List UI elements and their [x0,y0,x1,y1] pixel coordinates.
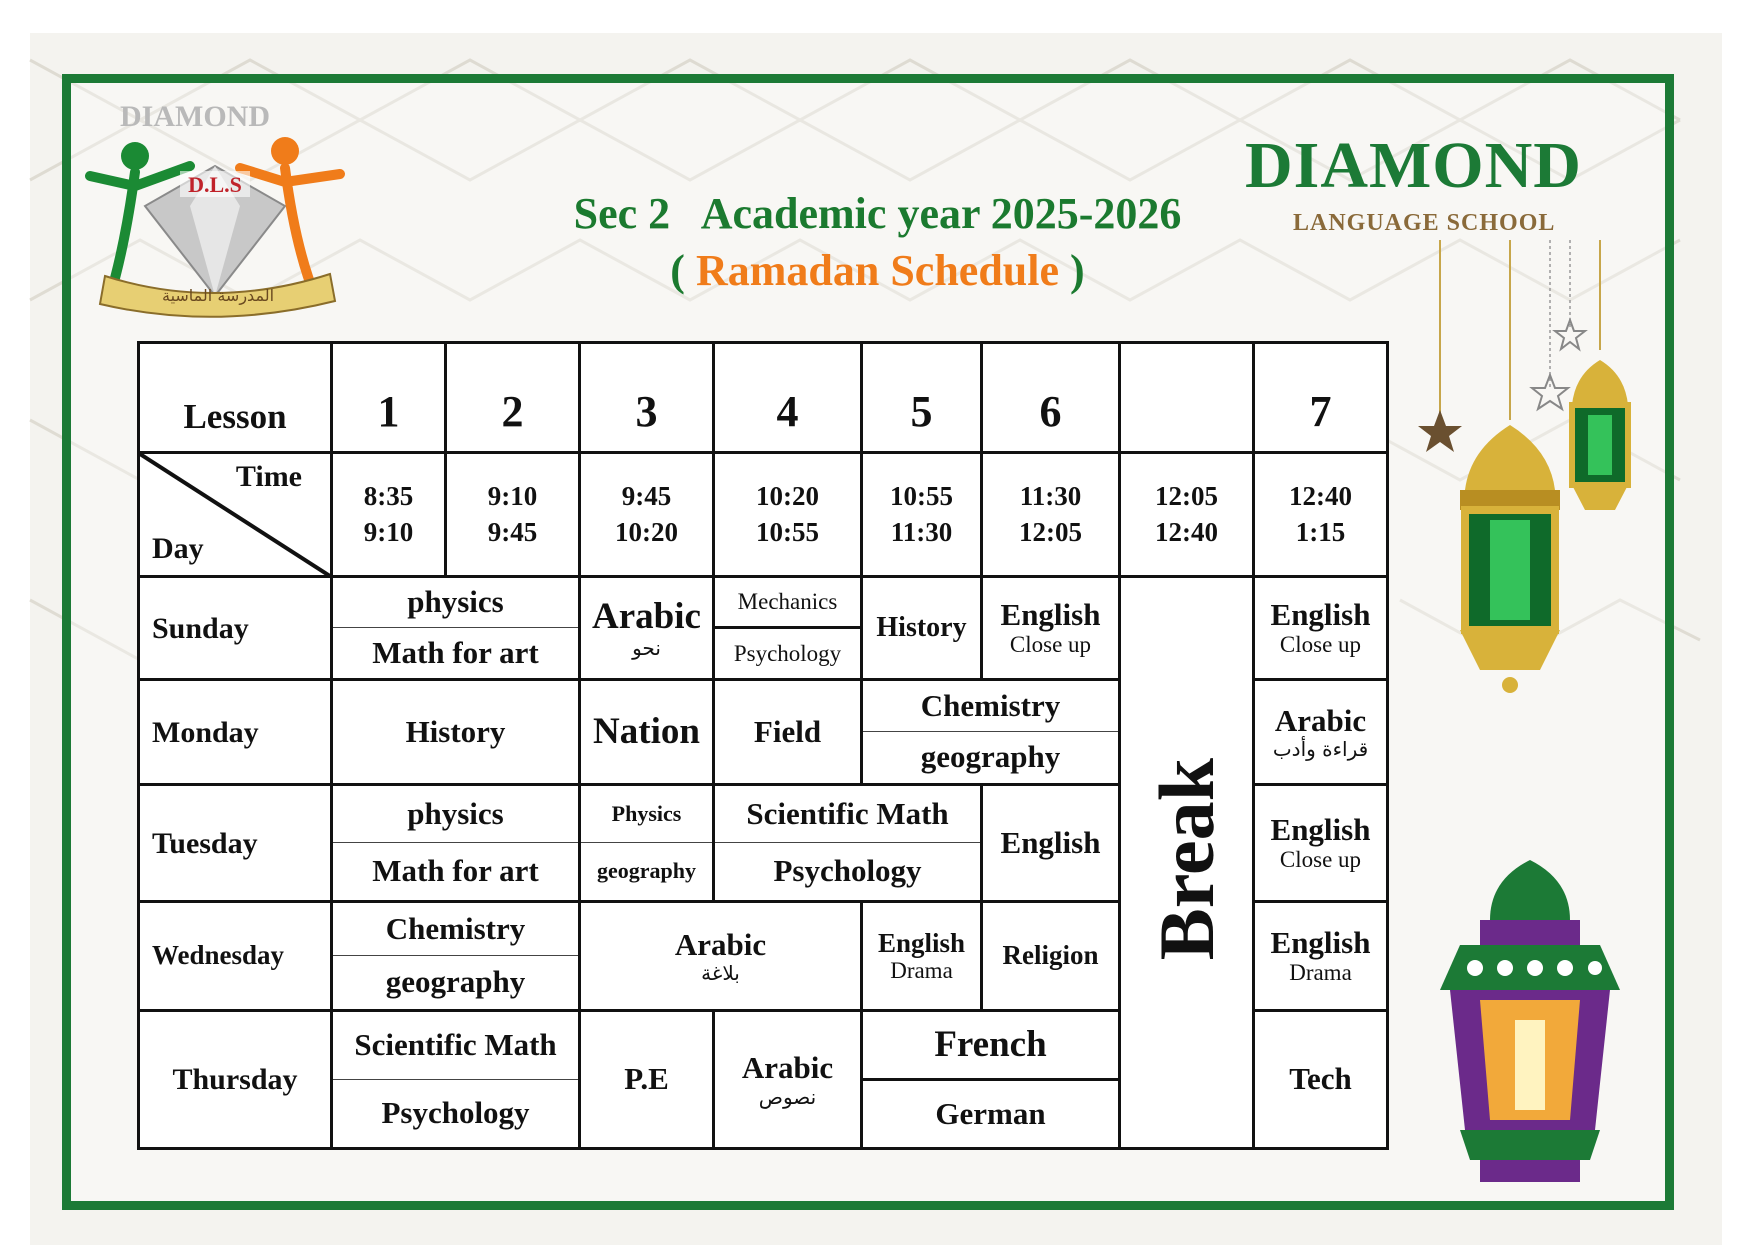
class-cell: physics [332,577,580,628]
class-cell: Math for art [332,628,580,680]
class-cell: English Drama [1254,902,1388,1011]
class-cell: French [862,1011,1120,1080]
day-name: Tuesday [139,785,332,902]
class-cell: Psychology [714,843,982,902]
hanging-lanterns-icon [1400,240,1670,700]
class-cell: geography [580,843,714,902]
day-label: Day [152,532,204,565]
lesson-number: 7 [1254,343,1388,453]
class-cell: Mechanics [714,577,862,628]
time-row [139,453,1388,577]
class-cell: Arabic بلاغة [580,902,862,1011]
lesson-header: Lesson [139,343,332,453]
lesson-number: 5 [862,343,982,453]
day-row-sunday [139,577,1388,628]
class-cell: Scientific Math [332,1011,580,1080]
lesson-number: 4 [714,343,862,453]
class-cell: Arabic نصوص [714,1011,862,1149]
class-cell: Physics [580,785,714,843]
ramadan-schedule-label: Ramadan Schedule [695,246,1060,295]
class-cell: English Close up [1254,785,1388,902]
day-name: Thursday [139,1011,332,1149]
class-cell: Chemistry [332,902,580,956]
class-cell: English Close up [1254,577,1388,680]
class-cell: physics [332,785,580,843]
lesson-number: 1 [332,343,446,453]
time-slot: 11:30 12:05 [982,453,1120,577]
logo-top-text: DIAMOND [120,100,270,133]
class-cell: geography [862,732,1120,785]
brand-subtitle: LANGUAGE SCHOOL [1293,210,1556,236]
schedule-table [137,341,1389,1150]
class-cell: English Drama [862,902,982,1011]
logo-text: D.L.S [188,172,242,197]
lesson-number: 2 [446,343,580,453]
schedule-title: Sec 2 Academic year 2025-2026 [573,189,1182,238]
time-slot: 10:55 11:30 [862,453,982,577]
class-cell: Psychology [332,1080,580,1149]
class-cell: Religion [982,902,1120,1011]
class-cell: Arabic قراءة وأدب [1254,680,1388,785]
time-slot: 10:20 10:55 [714,453,862,577]
class-cell: Arabic نحو [580,577,714,680]
time-slot: 12:40 1:15 [1254,453,1388,577]
class-cell: Nation [580,680,714,785]
time-label: Time [235,460,302,493]
break-cell: Break [1120,577,1254,1149]
logo-ribbon-text: المدرسة الماسية [161,286,275,305]
class-cell: History [862,577,982,680]
time-day-corner [139,453,332,577]
class-cell: History [332,680,580,785]
class-cell: German [862,1080,1120,1149]
class-cell: Psychology [714,628,862,680]
class-cell: Scientific Math [714,785,982,843]
class-cell: English [982,785,1120,902]
time-slot: 8:35 9:10 [332,453,446,577]
ramadan-lantern-icon [1420,850,1640,1190]
time-slot: 12:05 12:40 [1120,453,1254,577]
class-cell: geography [332,956,580,1011]
lesson-number [1120,343,1254,453]
class-cell: Tech [1254,1011,1388,1149]
class-cell: Math for art [332,843,580,902]
time-slot: 9:10 9:45 [446,453,580,577]
day-name: Wednesday [139,902,332,1011]
class-cell: Field [714,680,862,785]
class-cell: Chemistry [862,680,1120,732]
subtitle-close-paren: ) [1059,246,1085,295]
day-name: Monday [139,680,332,785]
lesson-row [139,343,1388,453]
lesson-number: 6 [982,343,1120,453]
class-cell: English Close up [982,577,1120,680]
lesson-number: 3 [580,343,714,453]
day-name: Sunday [139,577,332,680]
class-cell: P.E [580,1011,714,1149]
brand-name: DIAMOND [1245,129,1582,202]
time-slot: 9:45 10:20 [580,453,714,577]
subtitle-open-paren: ( [670,246,696,295]
